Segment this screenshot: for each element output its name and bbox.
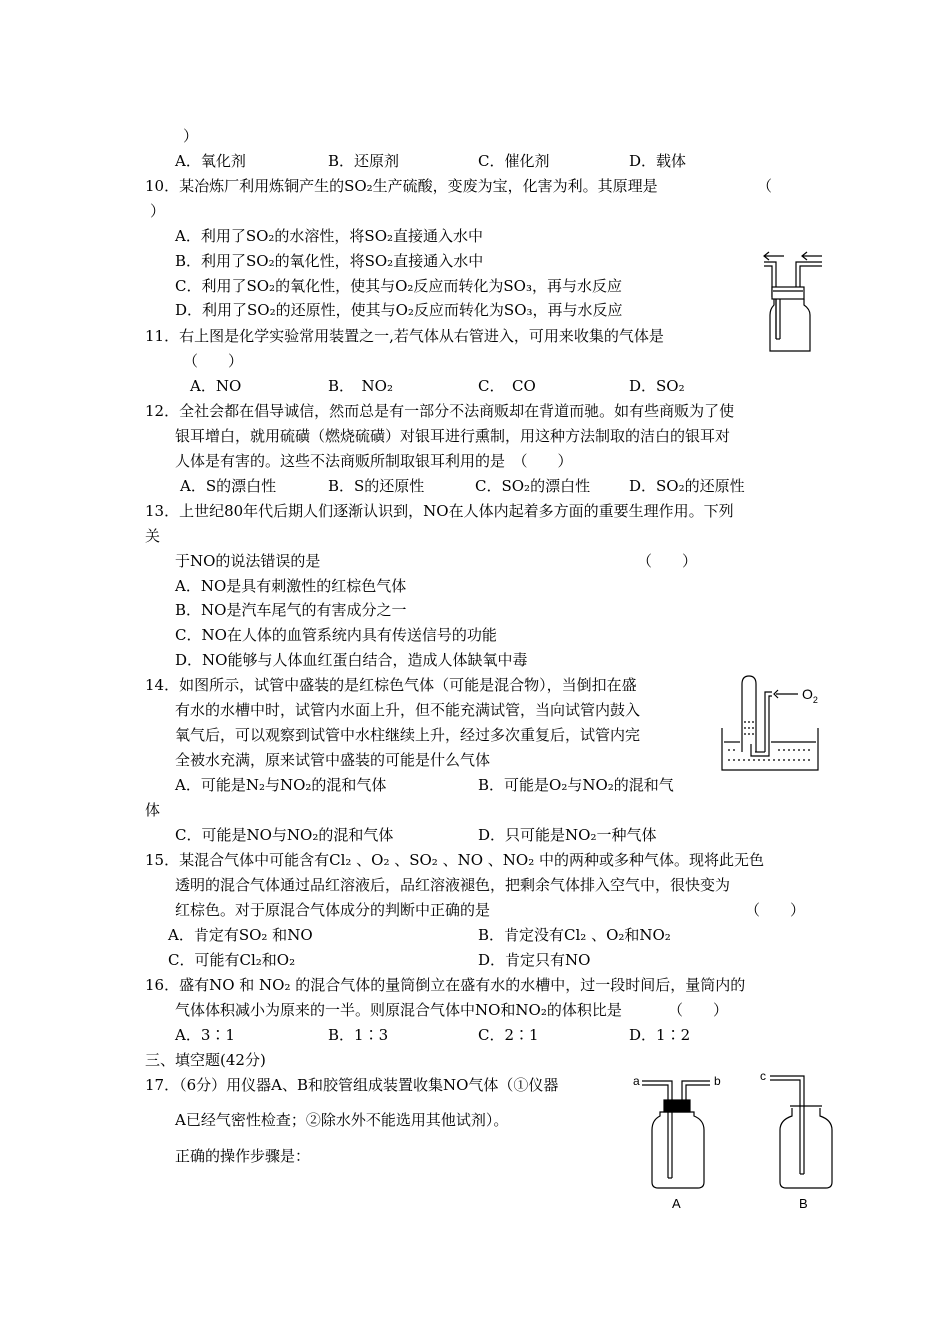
q9-option-a: A．氧化剂 [175,152,246,170]
q16-paren: （ ） [668,1001,729,1019]
label-b: b [714,1074,721,1088]
q17-line-2: A已经气密性检查；②除水外不能选用其他试剂）。 [175,1111,509,1129]
q12-option-b: B．S的还原性 [328,477,425,495]
q14-line-2: 有水的水槽中时，试管内水面上升，但不能充满试管，当向试管内鼓入 [175,701,641,719]
q14-option-b-wrap: 体 [145,801,161,819]
q9-option-d: D．载体 [629,152,687,170]
q10-option-c: C．利用了SO₂的氧化性，使其与O₂反应而转化为SO₃，再与水反应 [175,277,622,295]
q15-line-3: 红棕色。对于原混合气体成分的判断中正确的是 [175,901,491,919]
q10-paren-close: ） [150,202,166,220]
q13-option-a: A．NO是具有刺激性的红棕色气体 [175,577,407,595]
q12-options [180,476,800,496]
q14-line-3: 氧气后，可以观察到试管中水柱继续上升，经过多次重复后，试管内完 [175,726,641,744]
q14-option-c: C．可能是NO与NO₂的混和气体 [175,826,394,844]
q13-option-c: C．NO在人体的血管系统内具有传送信号的功能 [175,626,497,644]
q11-paren: （ ） [183,352,244,370]
q11-option-b: B． NO₂ [328,377,393,395]
q14-line-1: 14．如图所示，试管中盛装的是红棕色气体（可能是混合物），当倒扣在盛 [145,676,637,694]
q16-options [175,1025,775,1045]
q15-option-c: C．可能有Cl₂和O₂ [168,951,296,969]
q12-option-a: A．S的漂白性 [180,477,277,495]
q11-option-a: A．NO [190,377,242,395]
q11-stem: 11．右上图是化学实验常用装置之一,若气体从右管进入，可用来收集的气体是 [145,327,664,345]
label-apparatus-a: A [672,1196,681,1211]
q13-option-b: B．NO是汽车尾气的有害成分之一 [175,601,407,619]
q16-option-a: A．3∶1 [175,1026,235,1044]
q9-options [175,151,875,171]
q10-option-b: B．利用了SO₂的氧化性，将SO₂直接通入水中 [175,252,484,270]
label-a: a [633,1074,640,1088]
q9-option-c: C．催化剂 [478,152,550,170]
q9-option-b: B．还原剂 [328,152,400,170]
q15-line-2: 透明的混合气体通过品红溶液后，品红溶液褪色，把剩余气体排入空气中，很快变为 [175,876,731,894]
q11-option-c: C． CO [478,377,536,395]
q10-option-a: A．利用了SO₂的水溶性，将SO₂直接通入水中 [175,227,484,245]
q17-line-1: 17．（6分）用仪器A、B和胶管组成装置收集NO气体（①仪器 [145,1076,559,1094]
q13-line-2: 关 [145,527,161,545]
label-apparatus-b: B [799,1196,808,1211]
q12-line-1: 12．全社会都在倡导诚信，然而总是有一部分不法商贩却在背道而驰。如有些商贩为了使 [145,402,735,420]
q14-option-d: D．只可能是NO₂一种气体 [478,826,657,844]
q12-line-2: 银耳增白，就用硫磺（燃烧硫磺）对银耳进行熏制，用这种方法制取的洁白的银耳对 [175,427,731,445]
q15-line-1: 15．某混合气体中可能含有Cl₂ 、O₂ 、SO₂ 、NO 、NO₂ 中的两种或多种气体。现将此无色 [145,851,764,869]
q16-option-d: D．1∶2 [629,1026,691,1044]
q15-option-d: D．肯定只有NO [478,951,591,969]
inverted-test-tube-figure [718,672,833,777]
q14-option-a: A．可能是N₂与NO₂的混和气体 [175,776,387,794]
q9-paren-close: ） [183,127,199,145]
q15-option-b: B．肯定没有Cl₂ 、O₂和NO₂ [478,926,671,944]
q16-option-c: C．2∶1 [478,1026,539,1044]
q11-options [190,376,790,396]
q10-option-d: D．利用了SO₂的还原性，使其与O₂反应而转化为SO₃，再与水反应 [175,301,623,319]
gas-collection-bottle-figure [760,245,830,355]
q12-option-c: C．SO₂的漂白性 [475,477,591,495]
q10-stem: 10．某冶炼厂利用炼铜产生的SO₂生产硫酸，变废为宝，化害为利。其原理是 [145,177,658,195]
apparatus-figure [630,1070,850,1215]
q15-paren: （ ） [745,901,806,919]
q16-line-2: 气体体积减小为原来的一半。则原混合气体中NO和NO₂的体积比是 [175,1001,622,1019]
q10-paren-open: （ [757,177,773,195]
q13-option-d: D．NO能够与人体血红蛋白结合，造成人体缺氧中毒 [175,651,528,669]
q13-line-3: 于NO的说法错误的是 [175,552,321,570]
q16-line-1: 16．盛有NO 和 NO₂ 的混合气体的量筒倒立在盛有水的水槽中，过一段时间后，量筒内的 [145,976,746,994]
section-title: 三、填空题(42分) [145,1051,266,1069]
label-c: c [760,1069,766,1083]
q15-option-a: A．肯定有SO₂ 和NO [168,926,313,944]
q16-option-b: B．1∶3 [328,1026,389,1044]
q11-option-d: D．SO₂ [629,377,685,395]
q14-line-4: 全被水充满，原来试管中盛装的可能是什么气体 [175,751,491,769]
q12-option-d: D．SO₂的还原性 [629,477,745,495]
q13-paren: （ ） [637,552,698,570]
q14-option-b: B．可能是O₂与NO₂的混和气 [478,776,674,794]
o2-label: $O_2$ [802,686,818,705]
q17-line-3: 正确的操作步骤是： [175,1147,311,1165]
q13-line-1: 13．上世纪80年代后期人们逐渐认识到，NO在人体内起着多方面的重要生理作用。下列 [145,502,734,520]
q12-line-3: 人体是有害的。这些不法商贩所制取银耳利用的是 （ ） [175,452,573,470]
